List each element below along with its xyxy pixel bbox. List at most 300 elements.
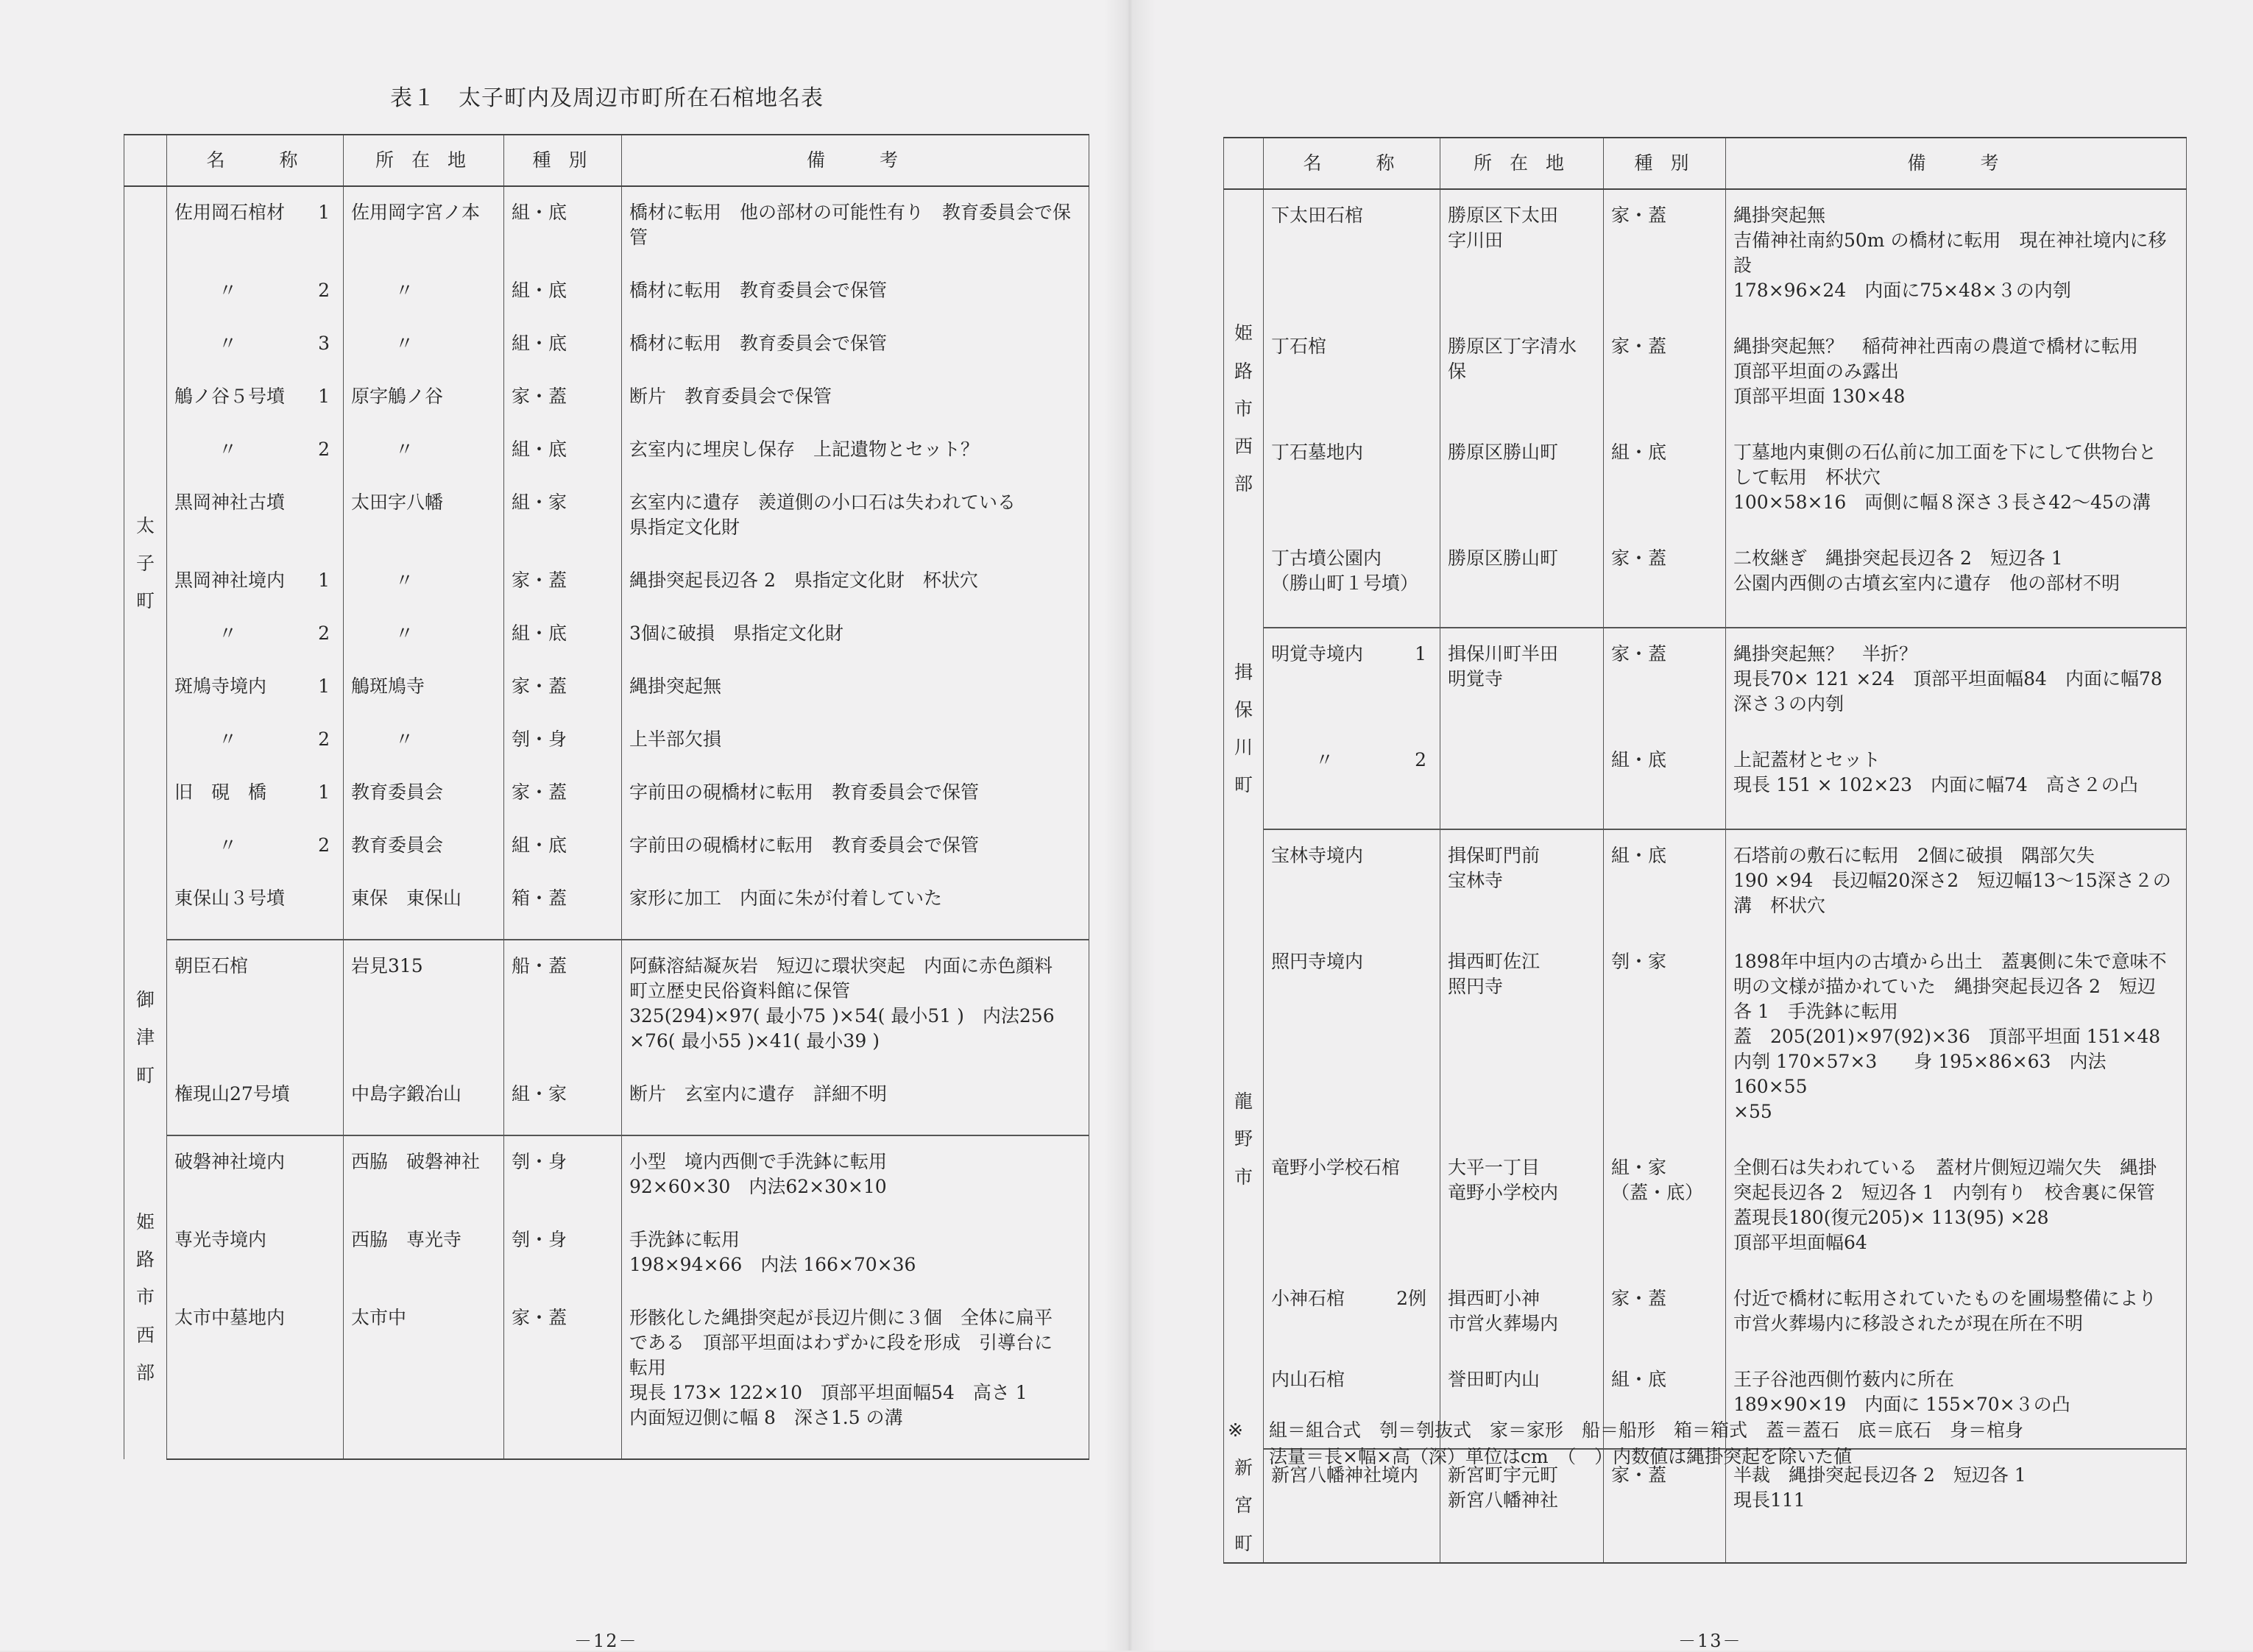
remarks-line: 字前田の硯橋材に転用 教育委員会で保管 <box>629 781 980 803</box>
remarks-line: 蓋現長180(復元205)× 113(95) ×28 <box>1733 1207 2049 1228</box>
remarks-cell <box>622 674 1089 727</box>
type-line: 刳・身 <box>512 1151 567 1172</box>
location-line: 西脇 専光寺 <box>351 1229 462 1250</box>
name-line <box>174 886 336 911</box>
remarks-line: 縄掛突起長辺各 2 県指定文化財 杯状穴 <box>629 570 978 591</box>
location-cell <box>344 727 504 780</box>
type-line: 刳・家 <box>1611 951 1667 972</box>
location-line: 東保 東保山 <box>351 887 462 909</box>
remarks-cell <box>622 621 1089 674</box>
table-row <box>124 1227 1089 1305</box>
region-char: 部 <box>1234 473 1253 495</box>
name-text: 破磐神社境内 <box>174 1151 286 1172</box>
type-line: 組・底 <box>512 623 567 644</box>
type-cell <box>504 186 622 278</box>
remarks-line: 上半部欠損 <box>629 728 722 750</box>
table-row <box>124 1305 1089 1459</box>
remarks-cell <box>622 1305 1089 1459</box>
location-line: 字川田 <box>1448 230 1504 251</box>
type-line: 家・蓋 <box>512 781 567 803</box>
remarks-cell <box>1726 829 2187 949</box>
location-cell <box>344 437 504 490</box>
location-line: 〃 <box>395 439 414 460</box>
remarks-line: 橋材に転用 他の部材の可能性有り 教育委員会で保管 <box>629 202 1072 248</box>
header-remarks: 備 考 <box>1726 138 2187 189</box>
region-char: 部 <box>135 1361 155 1383</box>
remarks-line: 形骸化した縄掛突起が長辺片側に３個 全体に扁平 <box>629 1307 1053 1328</box>
location-line: 〃 <box>395 333 414 354</box>
table-row <box>124 568 1089 621</box>
region-char: 宮 <box>1234 1495 1253 1517</box>
location-cell <box>344 331 504 384</box>
remarks-line: 縄掛突起無 <box>1733 205 1826 226</box>
remarks-line: して転用 杯状穴 <box>1733 467 1881 488</box>
name-line <box>174 437 336 462</box>
location-line: 揖西町小神 <box>1448 1288 1541 1309</box>
table-row <box>124 1135 1089 1227</box>
name-cell <box>167 621 344 674</box>
name-text: 佐用岡石棺材 <box>174 202 286 223</box>
name-cell <box>167 1135 344 1227</box>
remarks-line: 現長 151 × 102×23 内面に幅74 高さ２の凸 <box>1733 774 2138 795</box>
name-text: 権現山27号墳 <box>174 1083 290 1105</box>
location-cell <box>344 833 504 886</box>
remarks-line: 設 <box>1733 255 1752 276</box>
type-cell <box>1604 748 1726 829</box>
name-text: 〃 <box>219 728 238 750</box>
name-cell <box>1264 1155 1440 1286</box>
type-cell <box>504 727 622 780</box>
right-table <box>1223 137 2187 1564</box>
name-number: 3 <box>318 333 330 354</box>
type-line: 家・蓋 <box>512 1307 567 1328</box>
type-line: 組・底 <box>1611 845 1667 866</box>
legend-note <box>1228 1417 2023 1470</box>
header-name: 名 称 <box>1264 138 1440 189</box>
location-line: 誉田町内山 <box>1448 1369 1541 1390</box>
remarks-line: 蓋 205(201)×97(92)×36 頂部平坦面 151×48 <box>1733 1026 2161 1047</box>
note-line: 組＝組合式 刳＝刳抜式 家＝家形 船＝船形 箱＝箱式 蓋＝蓋石 底＝底石 身＝棺身 <box>1269 1419 2024 1441</box>
table-title: 表１ 太子町内及周辺市町所在石棺地名表 <box>390 85 824 111</box>
location-line: 揖保川町半田 <box>1448 643 1559 664</box>
name-number <box>330 1149 336 1174</box>
location-cell <box>344 621 504 674</box>
type-cell <box>1604 949 1726 1155</box>
name-cell <box>1264 334 1440 440</box>
name-text: 照円寺境内 <box>1271 951 1364 972</box>
name-number <box>330 1227 336 1252</box>
type-line: （蓋・底） <box>1611 1182 1704 1203</box>
remarks-cell <box>622 384 1089 437</box>
region-char: 西 <box>135 1324 155 1346</box>
name-text: 旧 硯 橋 <box>174 781 267 803</box>
region-char: 市 <box>135 1286 155 1308</box>
region-cell <box>1224 628 1264 829</box>
type-line: 組・底 <box>512 202 567 223</box>
region-char: 市 <box>1234 397 1253 419</box>
remarks-line: 町立歴史民俗資料館に保管 <box>629 980 851 1002</box>
location-cell <box>1440 628 1604 748</box>
location-cell <box>1440 829 1604 949</box>
remarks-line: 縄掛突起無？ 稲荷神社西南の農道で橋材に転用 <box>1733 336 2139 357</box>
region-char: 町 <box>1234 1532 1253 1554</box>
table-row <box>124 780 1089 833</box>
remarks-line: 家形に加工 内面に朱が付着していた <box>629 887 943 909</box>
location-cell <box>344 186 504 278</box>
name-text: 丁石棺 <box>1271 336 1327 357</box>
name-number <box>330 1082 336 1107</box>
name-text: 太市中墓地内 <box>174 1307 286 1328</box>
remarks-line: 半裁 縄掛突起長辺各 2 短辺各 1 <box>1733 1464 2026 1486</box>
right-table-body <box>1224 189 2187 1563</box>
remarks-cell <box>1726 949 2187 1155</box>
location-line: 岩見315 <box>351 955 423 976</box>
name-text: 新宮八幡神社境内 <box>1271 1464 1419 1486</box>
name-cell <box>167 833 344 886</box>
region-char: 太 <box>135 514 155 536</box>
type-cell <box>504 1305 622 1459</box>
type-line: 組・家 <box>512 1083 567 1105</box>
table-row <box>124 940 1089 1082</box>
table-row <box>1224 628 2187 748</box>
location-line: 照円寺 <box>1448 976 1504 997</box>
name-cell <box>167 278 344 331</box>
table-row <box>1224 1286 2187 1367</box>
remarks-cell <box>622 727 1089 780</box>
header-location: 所 在 地 <box>344 135 504 186</box>
type-line: 家・蓋 <box>1611 643 1667 664</box>
location-line: 新宮町宇元町 <box>1448 1464 1559 1486</box>
name-cell <box>1264 440 1440 546</box>
remarks-line: 手洗鉢に転用 <box>629 1229 740 1250</box>
region-cell <box>124 1135 167 1459</box>
remarks-cell <box>622 833 1089 886</box>
remarks-cell <box>1726 546 2187 628</box>
name-text: 〃 <box>219 834 238 856</box>
page-number-left: －12－ <box>574 1631 638 1651</box>
type-line: 家・蓋 <box>1611 547 1667 569</box>
region-char: 保 <box>1234 698 1253 720</box>
remarks-line: 各 1 手洗鉢に転用 <box>1733 1001 1898 1022</box>
location-line: 揖保町門前 <box>1448 845 1541 866</box>
remarks-cell <box>1726 1155 2187 1286</box>
remarks-cell <box>1726 628 2187 748</box>
name-line <box>1271 1286 1432 1311</box>
location-cell <box>344 886 504 940</box>
name-cell <box>167 490 344 568</box>
header-type: 種 別 <box>1604 138 1726 189</box>
remarks-line: 現長70× 121 ×24 頂部平坦面幅84 内面に幅78 <box>1733 668 2162 689</box>
region-cell <box>124 186 167 940</box>
name-cell <box>167 727 344 780</box>
location-line: 〃 <box>395 728 414 750</box>
name-line <box>174 331 336 356</box>
name-text: 〃 <box>219 280 238 301</box>
type-cell <box>1604 1155 1726 1286</box>
type-cell <box>504 490 622 568</box>
name-line <box>174 1305 336 1330</box>
location-line: 中島字鍛冶山 <box>351 1083 462 1105</box>
location-line: 竜野小学校内 <box>1448 1182 1559 1203</box>
location-line: 教育委員会 <box>351 781 444 803</box>
name-line <box>174 384 336 409</box>
remarks-line: 突起長辺各 2 短辺各 1 内刳有り 校舎裏に保管 <box>1733 1182 2155 1203</box>
type-line: 組・家 <box>1611 1157 1667 1178</box>
type-line: 箱・蓋 <box>512 887 567 909</box>
name-line <box>174 674 336 699</box>
name-cell <box>167 1082 344 1135</box>
remarks-line: 付近で橋材に転用されていたものを圃場整備により <box>1733 1288 2157 1309</box>
remarks-line: 橋材に転用 教育委員会で保管 <box>629 333 888 354</box>
location-cell <box>344 674 504 727</box>
location-cell <box>344 384 504 437</box>
name-line <box>174 568 336 593</box>
type-cell <box>504 1227 622 1305</box>
name-text: 丁石墓地内 <box>1271 442 1364 463</box>
remarks-line: 全側石は失われている 蓋材片側短辺端欠失 縄掛 <box>1733 1157 2157 1178</box>
name-line <box>174 833 336 858</box>
location-line: 教育委員会 <box>351 834 444 856</box>
table-row <box>124 186 1089 278</box>
name-line <box>1271 546 1432 571</box>
location-line: 原字鵤ノ谷 <box>351 386 444 407</box>
remarks-cell <box>1726 748 2187 829</box>
name-text: 黒岡神社古墳 <box>174 492 286 513</box>
type-cell <box>504 331 622 384</box>
name-cell <box>1264 546 1440 628</box>
type-line: 組・底 <box>512 280 567 301</box>
name-number <box>1426 949 1432 974</box>
location-cell <box>344 490 504 568</box>
type-cell <box>504 384 622 437</box>
table-row <box>1224 748 2187 829</box>
name-cell <box>1264 949 1440 1155</box>
remarks-cell <box>622 1227 1089 1305</box>
region-char: 御 <box>135 989 155 1011</box>
remarks-line: 189×90×19 内面に 155×70×３の凸 <box>1733 1394 2070 1415</box>
table-header-row <box>124 135 1089 186</box>
name-cell <box>167 1305 344 1459</box>
type-line: 組・底 <box>1611 442 1667 463</box>
table-row <box>124 437 1089 490</box>
remarks-line: 100×58×16 両側に幅８深さ３長さ42～45の溝 <box>1733 492 2151 513</box>
name-cell <box>167 1227 344 1305</box>
remarks-cell <box>622 780 1089 833</box>
location-cell <box>1440 1155 1604 1286</box>
type-cell <box>504 780 622 833</box>
table-row <box>124 278 1089 331</box>
table-row <box>124 490 1089 568</box>
type-line: 組・底 <box>512 333 567 354</box>
location-line: 〃 <box>395 280 414 301</box>
remarks-line: 字前田の硯橋材に転用 教育委員会で保管 <box>629 834 980 856</box>
location-cell <box>344 1227 504 1305</box>
type-cell <box>504 674 622 727</box>
name-cell <box>167 384 344 437</box>
remarks-line: 断片 教育委員会で保管 <box>629 386 832 407</box>
type-line: 家・蓋 <box>512 386 567 407</box>
table-row <box>1224 334 2187 440</box>
location-line: 勝原区勝山町 <box>1448 547 1559 569</box>
name-cell <box>1264 748 1440 829</box>
type-cell <box>1604 628 1726 748</box>
name-subline: （勝山町１号墳） <box>1271 572 1419 594</box>
remarks-line: 縄掛突起無？ 半折？ <box>1733 643 1918 664</box>
location-cell <box>1440 949 1604 1155</box>
remarks-cell <box>622 331 1089 384</box>
name-number <box>330 1305 336 1330</box>
name-number: 1 <box>318 570 330 591</box>
remarks-line: 玄室内に埋戻し保存 上記遺物とセット？ <box>629 439 980 460</box>
region-char: 路 <box>1234 360 1253 382</box>
type-cell <box>1604 546 1726 628</box>
table-row <box>124 727 1089 780</box>
remarks-line: ×55 <box>1733 1101 1772 1122</box>
name-cell <box>1264 189 1440 334</box>
name-number: 1 <box>318 781 330 803</box>
type-line: 家・蓋 <box>512 676 567 697</box>
remarks-cell <box>622 886 1089 940</box>
name-cell <box>167 331 344 384</box>
remarks-cell <box>622 186 1089 278</box>
region-char: 龍 <box>1234 1091 1253 1113</box>
location-cell <box>1440 189 1604 334</box>
remarks-line: 王子谷池西側竹薮内に所在 <box>1733 1369 1955 1390</box>
table-row <box>124 833 1089 886</box>
type-cell <box>504 568 622 621</box>
remarks-line: 縄掛突起無 <box>629 676 722 697</box>
table-row <box>124 674 1089 727</box>
type-line: 組・底 <box>1611 1369 1667 1390</box>
name-line <box>1271 642 1432 667</box>
remarks-line: である 頂部平坦面はわずかに段を形成 引導台に <box>629 1332 1053 1353</box>
type-cell <box>1604 440 1726 546</box>
table-row <box>1224 189 2187 334</box>
location-line: 太田字八幡 <box>351 492 444 513</box>
region-char: 野 <box>1234 1128 1253 1150</box>
name-line <box>1271 334 1432 359</box>
remarks-cell <box>1726 440 2187 546</box>
type-line: 家・蓋 <box>1611 205 1667 226</box>
location-line: 大平一丁目 <box>1448 1157 1541 1178</box>
name-cell <box>1264 829 1440 949</box>
table-row <box>1224 440 2187 546</box>
name-number <box>330 954 336 979</box>
location-cell <box>1440 546 1604 628</box>
header-location: 所 在 地 <box>1440 138 1604 189</box>
location-cell <box>344 568 504 621</box>
name-line <box>1271 843 1432 868</box>
name-number: 1 <box>318 676 330 697</box>
region-char: 揖 <box>1234 661 1253 683</box>
remarks-cell <box>622 1135 1089 1227</box>
name-number: 1 <box>1415 643 1426 664</box>
remarks-line: 内刳 170×57×3 身 195×86×63 内法 160×55 <box>1733 1051 2107 1097</box>
name-cell <box>167 568 344 621</box>
name-number: 1 <box>318 386 330 407</box>
remarks-line: 溝 杯状穴 <box>1733 895 1826 916</box>
name-line <box>174 278 336 303</box>
type-cell <box>1604 829 1726 949</box>
table-row <box>124 1082 1089 1135</box>
remarks-cell <box>622 437 1089 490</box>
table-row <box>1224 1155 2187 1286</box>
name-line <box>174 1227 336 1252</box>
location-line: 宝林寺 <box>1448 870 1504 891</box>
name-text: 東保山３号墳 <box>174 887 286 909</box>
name-number <box>1426 1367 1432 1392</box>
location-line: 〃 <box>395 623 414 644</box>
remarks-cell <box>622 940 1089 1082</box>
name-number <box>330 490 336 515</box>
name-number: 1 <box>318 202 330 223</box>
table-row <box>1224 829 2187 949</box>
remarks-line: 現長 173× 122×10 頂部平坦面幅54 高さ 1 <box>629 1382 1028 1403</box>
name-line <box>1271 748 1432 773</box>
remarks-line: 内面短辺側に幅 8 深さ1.5 の溝 <box>629 1407 903 1428</box>
remarks-line: 178×96×24 内面に75×48×３の内刳 <box>1733 280 2071 301</box>
region-char: 津 <box>135 1027 155 1049</box>
name-line <box>1271 949 1432 974</box>
region-char: 子 <box>135 552 155 574</box>
book-gutter <box>1104 0 1156 1651</box>
left-table <box>124 134 1089 1460</box>
type-cell <box>504 833 622 886</box>
header-region <box>124 135 167 186</box>
name-cell <box>167 674 344 727</box>
name-number: 2 <box>1415 749 1426 770</box>
name-number: 2 <box>318 728 330 750</box>
type-line: 組・家 <box>512 492 567 513</box>
note-line: 法量＝長×幅×高（深）単位はcm （ ）内数値は縄掛突起を除いた値 <box>1269 1446 1853 1467</box>
name-text: 〃 <box>219 623 238 644</box>
name-text: 〃 <box>219 333 238 354</box>
type-cell <box>504 886 622 940</box>
region-char: 町 <box>1234 774 1253 796</box>
name-text: 朝臣石棺 <box>174 955 249 976</box>
location-line: 佐用岡字宮ノ本 <box>351 202 481 223</box>
type-line: 船・蓋 <box>512 955 567 976</box>
location-cell <box>344 1082 504 1135</box>
remarks-line: 上記蓋材とセット <box>1733 749 1881 770</box>
type-line: 刳・身 <box>512 728 567 750</box>
header-type: 種 別 <box>504 135 622 186</box>
name-cell <box>167 780 344 833</box>
region-char: 路 <box>135 1249 155 1271</box>
name-number: 2 <box>318 623 330 644</box>
location-cell <box>1440 440 1604 546</box>
remarks-cell <box>622 568 1089 621</box>
name-text: 〃 <box>1315 749 1334 770</box>
type-line: 刳・身 <box>512 1229 567 1250</box>
location-cell <box>344 1305 504 1459</box>
page-number-right: －13－ <box>1678 1631 1742 1651</box>
location-cell <box>344 1135 504 1227</box>
remarks-line: 玄室内に遺存 羨道側の小口石は失われている <box>629 492 1016 513</box>
remarks-line: 石塔前の敷石に転用 2個に破損 隅部欠失 <box>1733 845 2095 866</box>
header-name: 名 称 <box>167 135 344 186</box>
location-line: 勝原区勝山町 <box>1448 442 1559 463</box>
name-line <box>174 200 336 225</box>
remarks-cell <box>1726 334 2187 440</box>
region-char: 姫 <box>1234 322 1253 344</box>
location-line: 鵤斑鳩寺 <box>351 676 425 697</box>
location-line: 西脇 破磐神社 <box>351 1151 481 1172</box>
remarks-line: 県指定文化財 <box>629 517 740 538</box>
name-line <box>1271 203 1432 228</box>
type-line: 組・底 <box>512 439 567 460</box>
name-cell <box>167 186 344 278</box>
